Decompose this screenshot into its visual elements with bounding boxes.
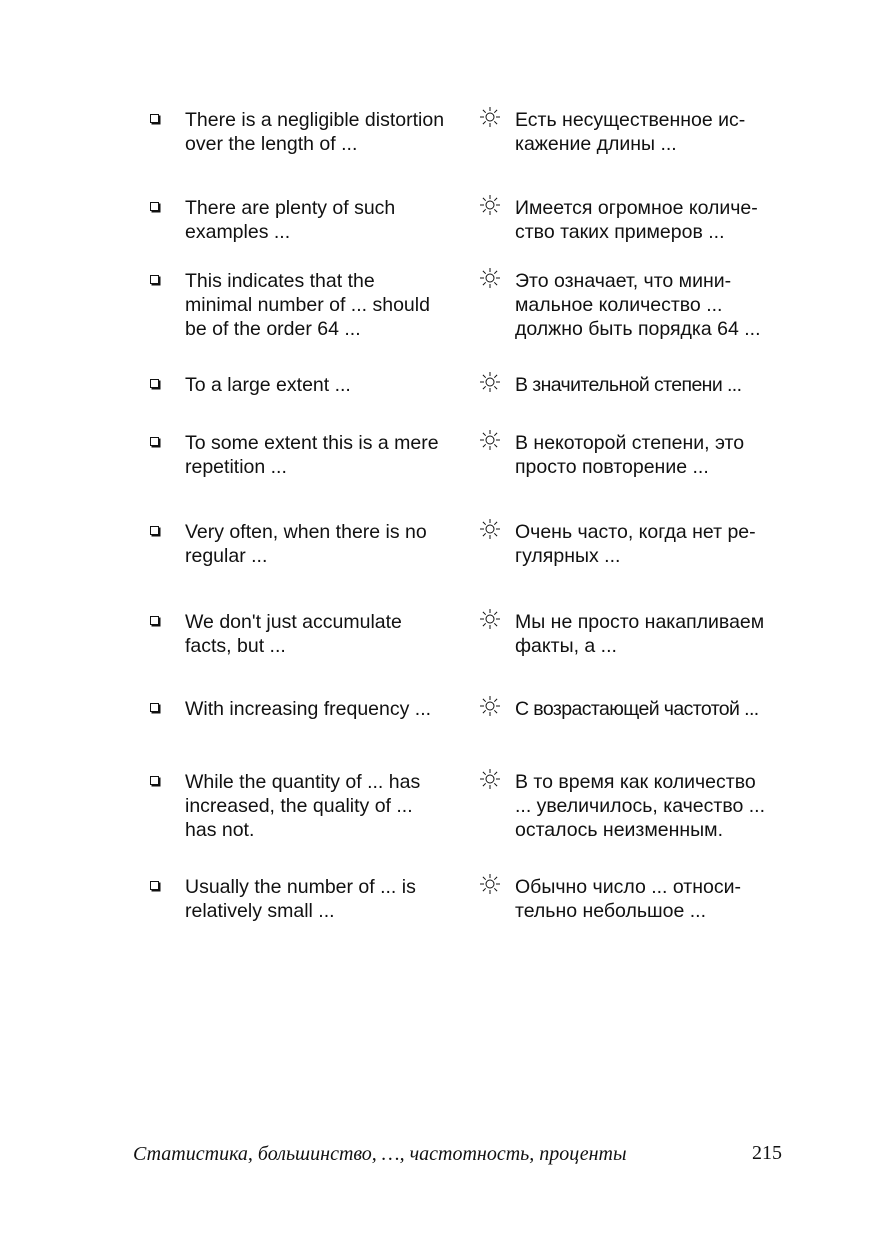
list-item bbox=[0, 770, 872, 850]
checkbox-bullet-icon bbox=[150, 437, 159, 446]
english-phrase: Usually the number of ... is relatively small ... bbox=[185, 876, 416, 922]
russian-translation: Это означает, что мини- мальное количество ... должно быть порядка 64 ... bbox=[515, 270, 761, 340]
list-item bbox=[0, 610, 872, 690]
sun-icon bbox=[479, 608, 501, 630]
list-item bbox=[0, 269, 872, 349]
russian-translation: С возрастающей частотой ... bbox=[515, 698, 759, 720]
sun-icon bbox=[479, 695, 501, 717]
sun-icon bbox=[479, 873, 501, 895]
list-item bbox=[0, 697, 872, 777]
checkbox-bullet-icon bbox=[150, 202, 159, 211]
list-item bbox=[0, 431, 872, 511]
russian-translation: Есть несущественное ис- кажение длины ... bbox=[515, 109, 746, 155]
russian-translation: Очень часто, когда нет ре- гулярных ... bbox=[515, 521, 756, 567]
russian-translation: Обычно число ... относи- тельно небольшое ... bbox=[515, 876, 741, 922]
checkbox-bullet-icon bbox=[150, 275, 159, 284]
sun-icon bbox=[479, 267, 501, 289]
english-phrase: With increasing frequency ... bbox=[185, 698, 432, 720]
english-phrase: To a large extent ... bbox=[185, 374, 351, 396]
sun-icon bbox=[479, 194, 501, 216]
sun-icon bbox=[479, 106, 501, 128]
russian-translation: Имеется огромное количе- ство таких примеров ... bbox=[515, 197, 758, 243]
russian-translation: В то время как количество ... увеличилось, качество ... осталось неизменным. bbox=[515, 771, 765, 841]
english-phrase: We don't just accumulate facts, but ... bbox=[185, 611, 402, 657]
checkbox-bullet-icon bbox=[150, 616, 159, 625]
russian-translation: В некоторой степени, это просто повторение ... bbox=[515, 432, 745, 478]
checkbox-bullet-icon bbox=[150, 881, 159, 890]
english-phrase: Very often, when there is no regular ... bbox=[185, 521, 427, 567]
checkbox-bullet-icon bbox=[150, 114, 159, 123]
russian-translation: В значительной степени ... bbox=[515, 374, 742, 396]
list-item bbox=[0, 108, 872, 188]
page-number: 215 bbox=[752, 1142, 782, 1164]
sun-icon bbox=[479, 429, 501, 451]
checkbox-bullet-icon bbox=[150, 379, 159, 388]
list-item bbox=[0, 196, 872, 276]
english-phrase: There is a negligible distortion over the length of ... bbox=[185, 109, 445, 155]
english-phrase: While the quantity of ... has increased, the quality of ... has not. bbox=[185, 771, 421, 841]
sun-icon bbox=[479, 371, 501, 393]
english-phrase: There are plenty of such examples ... bbox=[185, 197, 396, 243]
running-footer-title: Статистика, большинство, …, частотность, проценты bbox=[133, 1143, 627, 1165]
checkbox-bullet-icon bbox=[150, 776, 159, 785]
checkbox-bullet-icon bbox=[150, 526, 159, 535]
sun-icon bbox=[479, 518, 501, 540]
english-phrase: To some extent this is a mere repetition ... bbox=[185, 432, 439, 478]
checkbox-bullet-icon bbox=[150, 703, 159, 712]
sun-icon bbox=[479, 768, 501, 790]
english-phrase: This indicates that the minimal number of ... should be of the order 64 ... bbox=[185, 270, 430, 340]
list-item bbox=[0, 520, 872, 600]
russian-translation: Мы не просто накапливаем факты, а ... bbox=[515, 611, 765, 657]
list-item bbox=[0, 875, 872, 955]
